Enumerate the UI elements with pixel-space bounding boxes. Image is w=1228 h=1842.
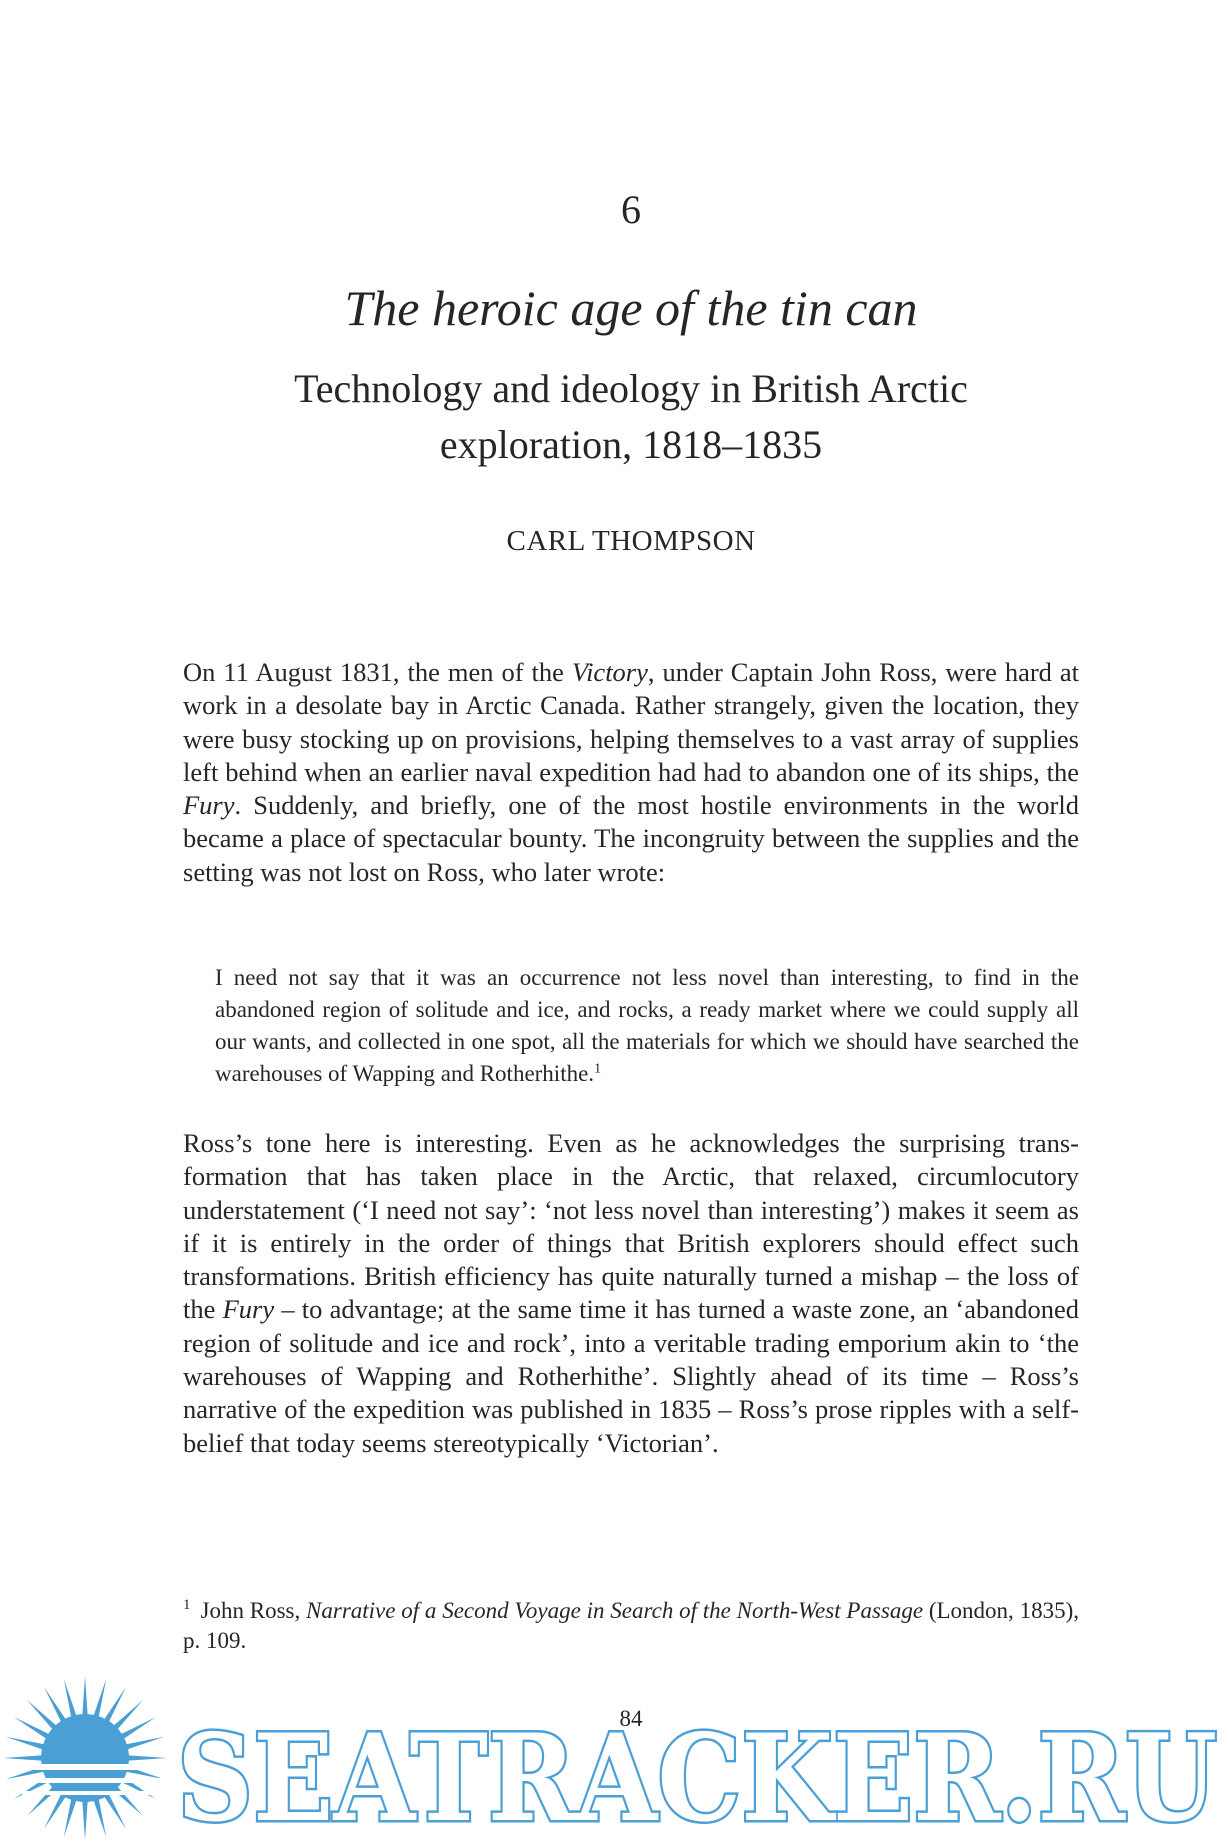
chapter-author: CARL THOMPSON	[506, 525, 756, 557]
sun-ray	[123, 1737, 164, 1751]
sun-ray	[64, 1796, 78, 1837]
paragraph-text: , under Captain John Ross, were hard at work in a desolate bay in Arctic Canada. Rather strangely, given the location, they were busy stocking up on provisions, helping themselves to a vast array of supplies left behind when an earlier naval expedition had had to abandon one of its ships, the	[183, 657, 1080, 787]
paragraph-text: . Suddenly, and briefly, one of the most hostile environments in the world became a place of spectacular bounty. The incongruity between the supplies and the setting was not lost on Ross, who later wrote:	[183, 790, 1079, 887]
chapter-number: 6	[621, 187, 641, 232]
sun-ray	[93, 1679, 107, 1720]
body-paragraph-1	[183, 656, 1079, 889]
watermark-graphic	[0, 1660, 1228, 1842]
footnote-marker: 1	[183, 1597, 191, 1614]
ship-name: Fury	[183, 790, 235, 821]
footnote-details: (London, 1835), p. 109.	[183, 1598, 1080, 1653]
ship-name: Fury	[222, 1294, 275, 1325]
ship-name: Victory	[571, 657, 648, 687]
sun-ray	[125, 1755, 167, 1761]
quote-text: I need not say that it was an occurrence not less novel than interesting, to find in the abandoned region of solitude and ice, and rocks, a ready market where we could supply all our wants, and collected in one spot, all the materials for which we should have searched the warehouses of Wapping and Rotherhithe.	[215, 965, 1079, 1086]
footnote	[183, 1596, 1079, 1656]
sun-ray	[82, 1798, 88, 1840]
chapter-subtitle: Technology and ideology in British Arctic exploration, 1818–1835	[294, 366, 968, 467]
chapter-title: The heroic age of the tin can	[344, 280, 918, 336]
paragraph-text: Ross’s tone here is interesting. Even as he acknowledges the surprising transformation that has taken place in the Arctic, that relaxed, circumlocutory understatement (‘I need not say’: ‘not less novel than interesting’) makes it seem as if it is entirely in the order of things that British explorers should effect such transformations. British efficiency has quite naturally turned a mishap – the loss of the	[183, 1128, 1079, 1325]
watermark	[0, 1660, 1228, 1842]
block-quote	[215, 962, 1079, 1090]
sun-ray	[64, 1679, 78, 1720]
page-number: 84	[619, 1706, 643, 1731]
footnote-author: John Ross,	[200, 1598, 307, 1623]
footnote-reference[interactable]: 1	[594, 1061, 602, 1077]
paragraph-text: – to advantage; at the same time it has turned a waste zone, an ‘abandoned region of solitude and ice and rock’, into a veritable trading emporium akin to ‘the warehouses of Wapping and Rotherhithe’. Slightly ahead of its time – Ross’s narrative of the expedition was published in 1835 – Ross’s prose ripples with a self-belief that today seems stereotypically ‘Victorian’.	[183, 1294, 1080, 1458]
sun-ray	[82, 1676, 88, 1718]
footnote-title: Narrative of a Second Voyage in Search of the North-West Passage	[306, 1598, 924, 1623]
sun-ray	[93, 1796, 107, 1837]
sun-ray	[6, 1737, 47, 1751]
paragraph-text: On 11 August 1831, the men of the	[183, 657, 572, 687]
sun-ray	[3, 1755, 45, 1761]
watermark-text: SEATRACKER.RU	[177, 1708, 1217, 1842]
body-paragraph-2	[183, 1127, 1079, 1460]
sun-burst-icon	[3, 1676, 167, 1840]
